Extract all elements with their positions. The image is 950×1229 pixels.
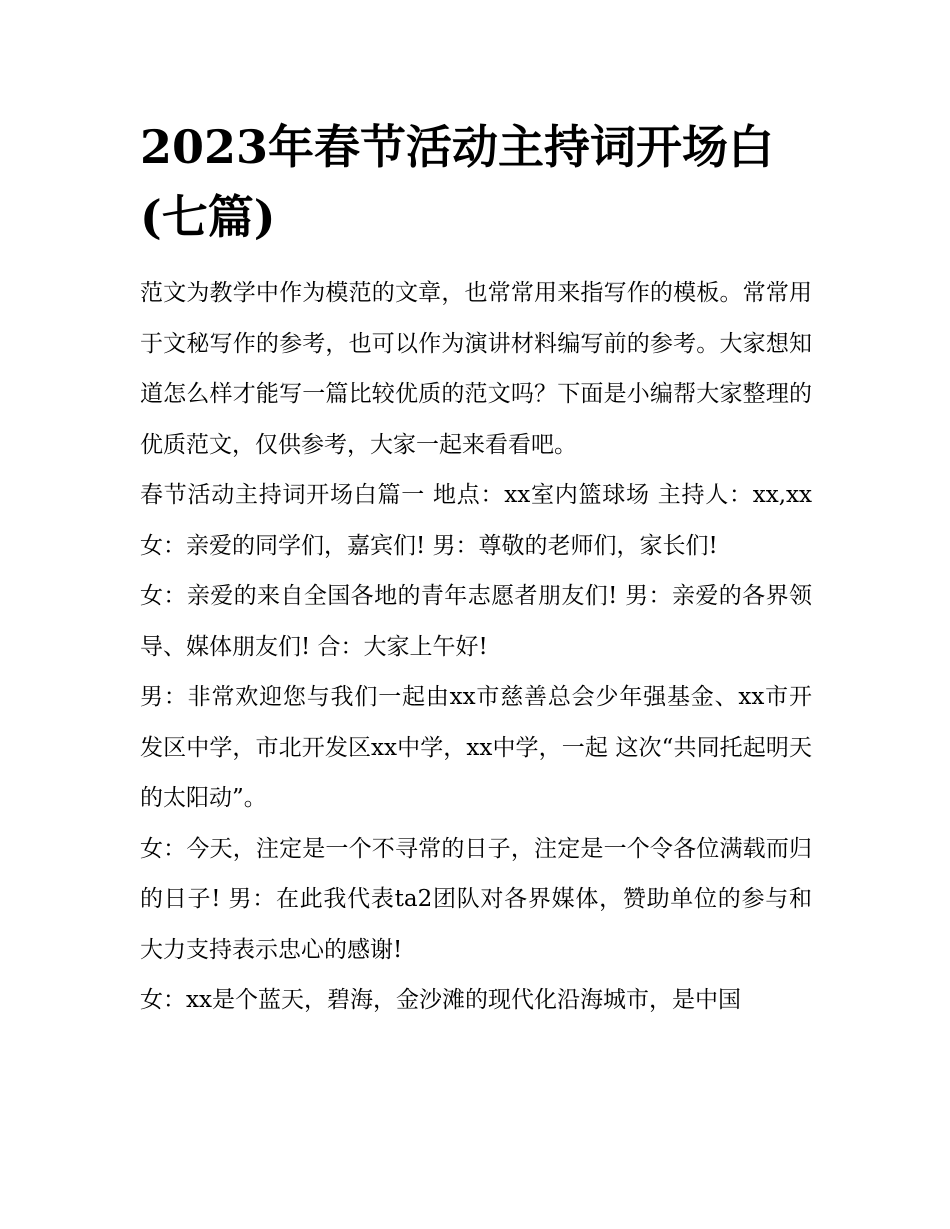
paragraph-greeting: 女：亲爱的来自全国各地的青年志愿者朋友们! 男：亲爱的各界领导、媒体朋友们! 合：大家上午好! [140, 583, 812, 660]
document-title: 2023年春节活动主持词开场白(七篇) [140, 120, 775, 244]
paragraph-city: 女：xx是个蓝天，碧海，金沙滩的现代化沿海城市，是中国 [140, 987, 741, 1013]
paragraph-intro: 范文为教学中作为模范的文章，也常常用来指写作的模板。常常用于文秘写作的参考，也可以作为演讲材料编写前的参考。大家想知道怎么样才能写一篇比较优质的范文吗？下面是小编帮大家整理的优质范文，仅供参考，大家一起来看看吧。 [140, 280, 812, 458]
paragraph-today: 女：今天，注定是一个不寻常的日子，注定是一个令各位满载而归的日子! 男：在此我代表ta2团队对各界媒体，赞助单位的参与和大力支持表示忠心的感谢! [140, 835, 812, 963]
paragraph-section-one: 春节活动主持词开场白篇一 地点：xx室内篮球场 主持人：xx,xx 女：亲爱的同学们，嘉宾们! 男：尊敬的老师们，家长们! [140, 482, 812, 559]
document-body [140, 112, 812, 1026]
paragraph-welcome: 男：非常欢迎您与我们一起由xx市慈善总会少年强基金、xx市开发区中学，市北开发区xx中学，xx中学，一起 这次“共同托起明天的太阳动”。 [140, 684, 812, 811]
